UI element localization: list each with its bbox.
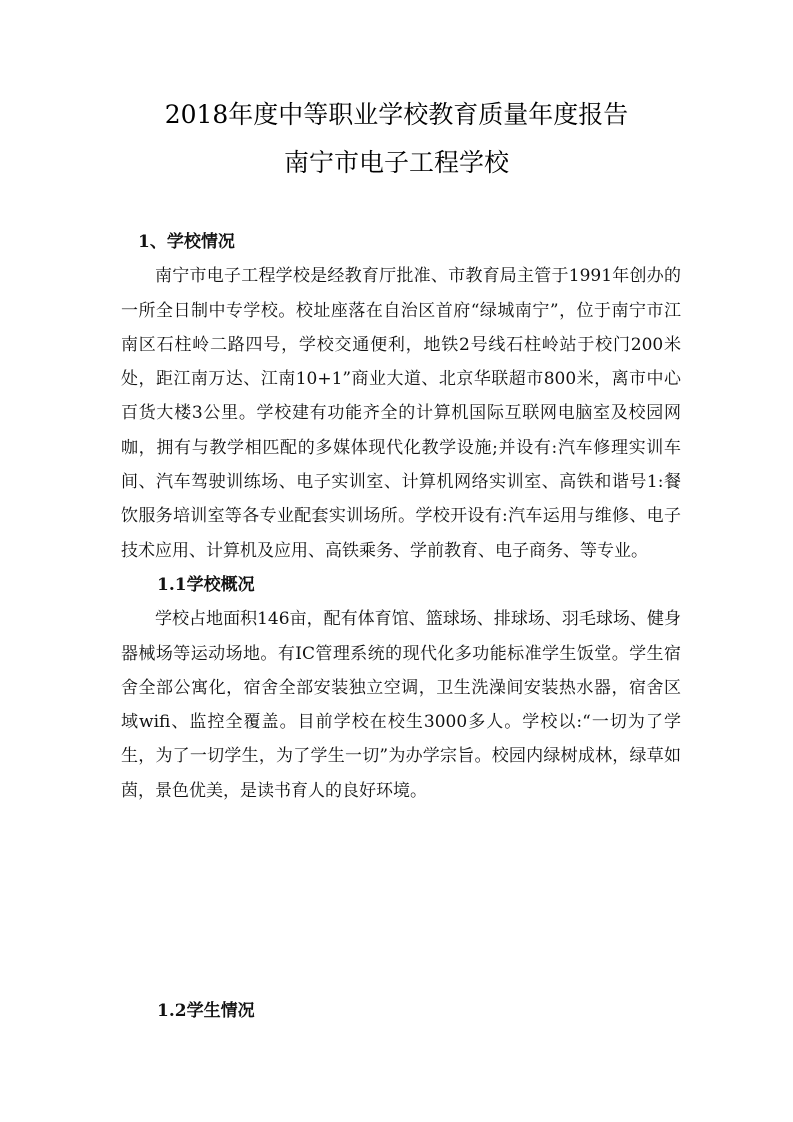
document-body-continued xyxy=(121,994,681,1028)
section-heading-school-overview: 1.1学校概况 xyxy=(157,574,255,595)
document-body xyxy=(121,225,681,808)
section-heading-school-situation: 1、学校情况 xyxy=(138,232,235,252)
report-title: 2018年度中等职业学校教育质量年度报告 xyxy=(164,100,629,129)
school-name-title: 南宁市电子工程学校 xyxy=(283,148,509,177)
paragraph-school-overview: 学校占地面积146亩，配有体育馆、篮球场、排球场、羽毛球场、健身器械场等运动场地。有IC管理系统的现代化多功能标准学生饭堂。学生宿舍全部公寓化，宿舍全部安装独立空调，卫生洗澡间安装热水器，宿舍区域wifi、监控全覆盖。目前学校在校生3000多人。学校以:“一切为了学生，为了一切学生，为了学生一切”为办学宗旨。校园内绿树成林，绿草如茵，景色优美，是读书育人的良好环境。 xyxy=(121,609,681,801)
paragraph-school-situation: 南宁市电子工程学校是经教育厅批准、市教育局主管于1991年创办的一所全日制中专学校。校址座落在自治区首府“绿城南宁”，位于南宁市江南区石柱岭二路四号，学校交通便利，地铁2号线石柱岭站于校门200米处，距江南万达、江南10+1”商业大道、北京华联超市800米，离市中心百货大楼3公里。学校建有功能齐全的计算机国际互联网电脑室及校园网咖，拥有与教学相匹配的多媒体现代化教学设施;并设有:汽车修理实训车间、汽车驾驶训练场、电子实训室、计算机网络实训室、高铁和谐号1:餐饮服务培训室等各专业配套实训场所。学校开设有:汽车运用与维修、电子技术应用、计算机及应用、高铁乘务、学前教育、电子商务、等专业。 xyxy=(121,266,681,561)
section-heading-student-situation: 1.2学生情况 xyxy=(157,1001,255,1021)
